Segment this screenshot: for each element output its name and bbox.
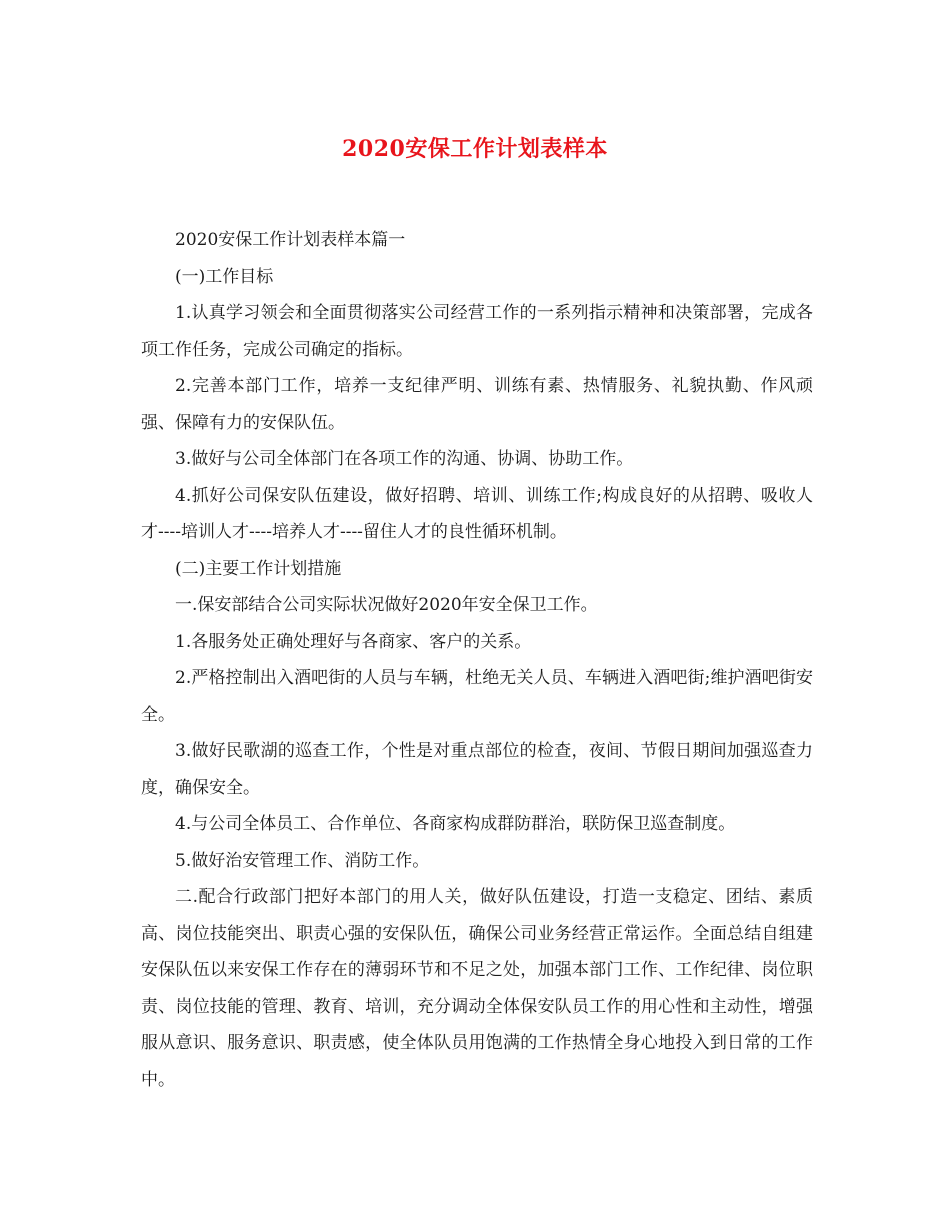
body-paragraph: 二.配合行政部门把好本部门的用人关，做好队伍建设，打造一支稳定、团结、素质高、岗位技能突出、职责心强的安保队伍，确保公司业务经营正常运作。全面总结自组建安保队伍以来安保工作存在的薄弱环节和不足之处，加强本部门工作、工作纪律、岗位职责、岗位技能的管理、教育、培训，充分调动全体保安队员工作的用心性和主动性，增强服从意识、服务意识、职责感，使全体队员用饱满的工作热情全身心地投入到日常的工作中。 bbox=[141, 887, 813, 1090]
body-paragraph: 2.严格控制出入酒吧街的人员与车辆，杜绝无关人员、车辆进入酒吧街;维护酒吧街安全。 bbox=[141, 668, 813, 725]
body-paragraph: 4.与公司全体员工、合作单位、各商家构成群防群治，联防保卫巡查制度。 bbox=[175, 814, 736, 834]
body-paragraph: 2.完善本部门工作，培养一支纪律严明、训练有素、热情服务、礼貌执勤、作风顽强、保障有力的安保队伍。 bbox=[141, 376, 813, 433]
subsection-heading: (二)主要工作计划措施 bbox=[175, 558, 342, 579]
body-paragraph: 4.抓好公司保安队伍建设，做好招聘、培训、训练工作;构成良好的从招聘、吸收人才----培训人才----培养人才----留住人才的良性循环机制。 bbox=[141, 485, 813, 542]
body-paragraph: 一.保安部结合公司实际状况做好2020年安全保卫工作。 bbox=[175, 595, 598, 615]
subsection-heading: (一)工作目标 bbox=[175, 266, 274, 287]
body-paragraph: 1.认真学习领会和全面贯彻落实公司经营工作的一系列指示精神和决策部署，完成各项工作任务，完成公司确定的指标。 bbox=[141, 303, 813, 360]
document-title: 2020安保工作计划表样本 bbox=[342, 136, 608, 162]
section-heading: 2020安保工作计划表样本篇一 bbox=[175, 230, 406, 250]
body-paragraph: 3.做好与公司全体部门在各项工作的沟通、协调、协助工作。 bbox=[175, 449, 634, 469]
body-paragraph: 1.各服务处正确处理好与各商家、客户的关系。 bbox=[175, 631, 532, 652]
document-body bbox=[141, 222, 813, 1098]
body-paragraph: 5.做好治安管理工作、消防工作。 bbox=[175, 850, 430, 871]
body-paragraph: 3.做好民歌湖的巡查工作，个性是对重点部位的检查，夜间、节假日期间加强巡查力度，确保安全。 bbox=[141, 741, 813, 798]
